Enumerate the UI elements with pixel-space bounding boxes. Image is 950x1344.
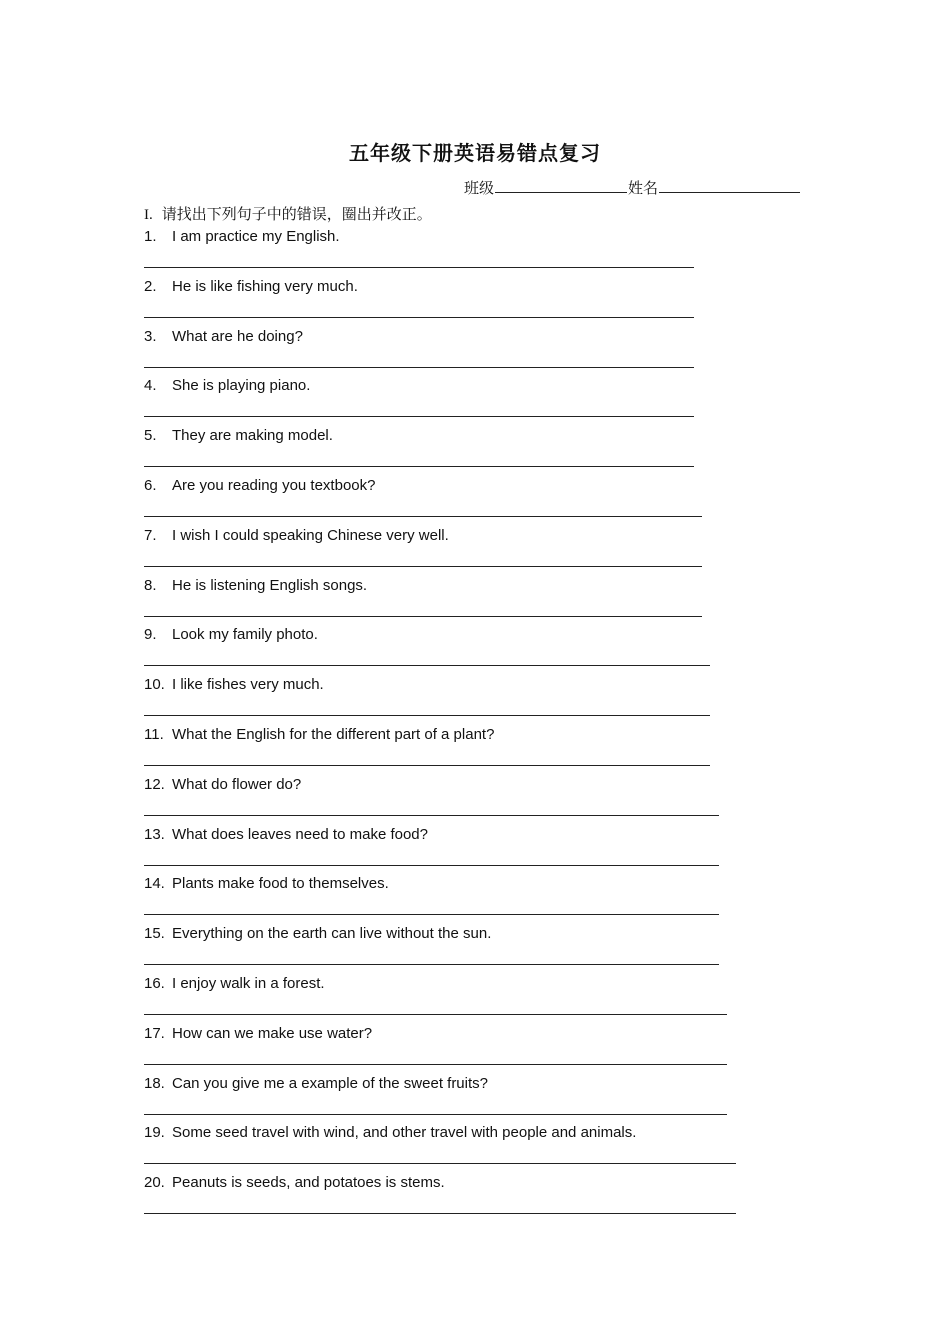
question-number: 14. [144,875,165,893]
answer-line[interactable] [144,416,694,417]
question-item [144,925,491,942]
question-item [144,427,333,444]
answer-line[interactable] [144,367,694,368]
question-text: Can you give me a example of the sweet fruits? [172,1074,488,1092]
question-number: 3. [144,327,157,345]
question-text: I like fishes very much. [172,676,324,694]
section-heading [144,203,432,224]
answer-line[interactable] [144,665,710,666]
question-number: 11. [144,726,164,743]
question-text: Some seed travel with wind, and other travel with people and animals. [172,1124,637,1142]
question-number: 2. [144,277,157,295]
answer-line[interactable] [144,865,719,866]
question-number: 4. [144,377,157,395]
question-text: They are making model. [172,427,333,445]
question-number: 10. [144,676,165,694]
question-text: Plants make food to themselves. [172,875,389,893]
question-number: 12. [144,775,165,793]
question-item [144,726,494,743]
question-number: 13. [144,825,165,843]
question-number: 7. [144,526,157,544]
question-item [144,975,325,992]
question-item [144,477,375,494]
answer-line[interactable] [144,815,719,816]
question-text: I wish I could speaking Chinese very well. [172,526,449,544]
class-label: 班级 [464,179,495,197]
question-number: 9. [144,626,157,644]
question-text: I enjoy walk in a forest. [172,975,325,992]
answer-line[interactable] [144,964,719,965]
question-item [144,1174,445,1191]
answer-line[interactable] [144,516,702,517]
question-item [144,527,449,544]
question-text: Look my family photo. [172,626,318,644]
name-blank[interactable] [659,178,800,193]
question-text: She is playing piano. [172,377,311,395]
question-number: 15. [144,925,165,943]
question-text: He is like fishing very much. [172,277,358,295]
question-number: 20. [144,1174,165,1192]
question-text: He is listening English songs. [172,576,368,594]
question-item [144,228,340,245]
question-number: 5. [144,427,157,445]
question-number: 1. [144,228,157,245]
question-item [144,776,301,793]
question-number: 18. [144,1074,165,1092]
class-blank[interactable] [495,178,627,193]
name-label: 姓名 [628,179,659,197]
answer-line[interactable] [144,267,694,268]
page-title: 五年级下册英语易错点复习 [349,141,601,165]
question-item [144,1025,372,1042]
question-number: 16. [144,975,165,992]
question-item [144,328,303,345]
question-text: Everything on the earth can live without the sun. [172,925,492,943]
question-number: 6. [144,477,157,494]
question-item [144,626,318,643]
answer-line[interactable] [144,1064,727,1065]
question-item [144,577,367,594]
answer-line[interactable] [144,616,702,617]
answer-line[interactable] [144,566,702,567]
answer-line[interactable] [144,765,710,766]
question-text: What the English for the different part of a plant? [172,726,495,743]
question-number: 19. [144,1124,165,1142]
answer-line[interactable] [144,1213,736,1214]
question-text: What does leaves need to make food? [172,825,428,843]
answer-line[interactable] [144,1163,736,1164]
question-text: I am practice my English. [172,228,340,245]
question-text: What are he doing? [172,327,303,345]
question-item [144,1075,488,1092]
question-item [144,875,389,892]
section-number: I. [144,207,153,223]
question-item [144,278,358,295]
question-text: Are you reading you textbook? [172,477,376,494]
section-instruction: 请找出下列句子中的错误，圈出并改正。 [161,205,432,223]
class-name-line [464,177,801,198]
answer-line[interactable] [144,466,694,467]
question-number: 8. [144,576,157,594]
answer-line[interactable] [144,1014,727,1015]
answer-line[interactable] [144,914,719,915]
question-item [144,377,310,394]
question-item [144,1124,636,1141]
question-text: Peanuts is seeds, and potatoes is stems. [172,1174,445,1192]
answer-line[interactable] [144,715,710,716]
question-text: How can we make use water? [172,1024,373,1042]
question-number: 17. [144,1024,165,1042]
answer-line[interactable] [144,317,694,318]
answer-line[interactable] [144,1114,727,1115]
question-text: What do flower do? [172,775,302,793]
question-item [144,676,324,693]
question-item [144,826,428,843]
